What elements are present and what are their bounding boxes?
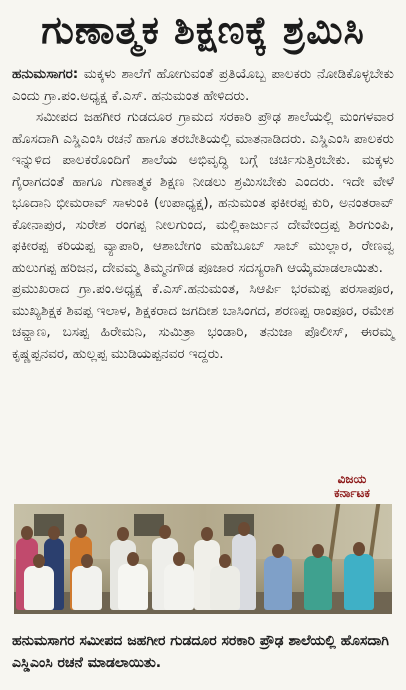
photo-head	[353, 542, 365, 556]
photo-head	[127, 552, 139, 566]
photo-person	[24, 566, 54, 610]
photo-head	[312, 544, 324, 558]
photo-person	[118, 564, 148, 610]
paragraph-1	[12, 64, 394, 107]
photo-head	[117, 527, 129, 541]
article-body	[12, 64, 394, 365]
photo-head	[219, 554, 231, 568]
photo-person	[164, 564, 194, 610]
group-photo	[14, 504, 392, 614]
headline: ಗುಣಾತ್ಮಕ ಶಿಕ್ಷಣಕ್ಕೆ ಶ್ರಮಿಸಿ	[41, 8, 365, 52]
photo-head	[21, 526, 33, 540]
newspaper-logo: ವಿಜಯ ಕರ್ನಾಟಕ	[334, 472, 370, 500]
photo-head	[48, 526, 60, 540]
photo-person	[264, 556, 292, 610]
paragraph-2: ಸಮೀಪದ ಜಹಗೀರ ಗುಡದೂರ ಗ್ರಾಮದ ಸರಕಾರಿ ಪ್ರೌಢ ಶಾಲೆಯಲ್ಲಿ ಮಂಗಳವಾರ ಹೊಸದಾಗಿ ಎಸ್ಡಿಎಂಸಿ ರಚನೆ ಹಾಗೂ ತರಬೇತಿಯಲ್ಲಿ ಮಾತನಾಡಿದರು. ಎಸ್ಡಿಎಂಸಿ ಪಾಲಕರು ಇನ್ನುಳಿದ ಪಾಲಕರೊಂದಿಗೆ ಶಾಲೆಯ ಅಭಿವೃದ್ಧಿ ಬಗ್ಗೆ ಚರ್ಚಿಸುತ್ತಿರಬೇಕು. ಮಕ್ಕಳು ಗೈರಾಗದಂತೆ ಹಾಗೂ ಗುಣಾತ್ಮಕ ಶಿಕ್ಷಣ ನೀಡಲು ಶ್ರಮಿಸಬೇಕು ಎಂದರು. ಇದೇ ವೇಳೆ ಭೂದಾನಿ ಭೀಮರಾವ್ ಸಾಳುಂಕಿ (ಉಪಾಧ್ಯಕ್ಷ), ಹನುಮಂತ ಫಕೀರಪ್ಪ ಕುರಿ, ಅನಂತರಾವ್ ಕೋನಾಪುರ, ಸುರೇಶ ರಂಗಪ್ಪ ನೀಲಗುಂದ, ಮಲ್ಲಿಕಾರ್ಜುನ ದೇವೇಂದ್ರಪ್ಪ ಶಿರಗುಂಪಿ, ಫಕೀರಪ್ಪ ಕರಿಯಪ್ಪ ವ್ಯಾಪಾರಿ, ಆಶಾಬೇಗಂ ಮಹೆಬೂಬ್ ಸಾಬ್ ಮುಲ್ಲಾರ, ರೇಣವ್ವ ಹುಲುಗಪ್ಪ ಹರಿಜನ, ದೇವಮ್ಮ ತಿಮ್ಮನಗೌಡ ಪೂಜಾರ ಸದಸ್ಯರಾಗಿ ಆಯ್ಕೆಮಾಡಲಾಯಿತು.	[12, 109, 394, 276]
photo-head	[238, 522, 250, 536]
paragraph-1-text: ಮಕ್ಕಳು ಶಾಲೆಗೆ ಹೋಗುವಂತೆ ಪ್ರತಿಯೊಬ್ಬ ಪಾಲಕರು ನೋಡಿಕೊಳ್ಳಬೇಕು ಎಂದು ಗ್ರಾ.ಪಂ.ಅಧ್ಯಕ್ಷ ಕೆ.ಎಸ್. ಹನುಮಂತ ಹೇಳಿದರು.	[12, 66, 394, 104]
photo-person	[344, 554, 374, 610]
photo-head	[272, 544, 284, 558]
photo-head	[75, 524, 87, 538]
paragraph-3: ಪ್ರಮುಖರಾದ ಗ್ರಾ.ಪಂ.ಅಧ್ಯಕ್ಷ ಕೆ.ಎಸ್.ಹನುಮಂತ, ಸಿಆರ್ಪಿ ಭರಮಪ್ಪ ಪರಸಾಪೂರ, ಮುಖ್ಯಶಿಕ್ಷಕ ಶಿವಪ್ಪ ಇಲಾಳ, ಶಿಕ್ಷಕರಾದ ಜಗದೀಶ ಬಾಸಿಂಗದ, ಶರಣಪ್ಪ ರಾಂಪೂರ, ರಮೇಶ ಚವ್ಹಾಣ, ಬಸಪ್ಪ ಹಿರೇಮನಿ, ಸುಮಿತ್ರಾ ಭಂಡಾರಿ, ತನುಜಾ ಪೊಲೀಸ್, ಈರಮ್ಮ ಕೃಷ್ಣಪ್ಪನವರ, ಹುಲ್ಲಪ್ಪ ಮುಡಿಯಪ್ಪನವರ ಇದ್ದರು.	[12, 281, 394, 362]
photo-head	[81, 554, 93, 568]
photo-head	[173, 552, 185, 566]
photo-person	[304, 556, 332, 610]
photo-person	[210, 566, 240, 610]
photo-head	[201, 527, 213, 541]
photo-person	[72, 566, 102, 610]
photo-caption: ಹನುಮಸಾಗರ ಸಮೀಪದ ಜಹಗೀರ ಗುಡದೂರ ಸರಕಾರಿ ಪ್ರೌಢ ಶಾಲೆಯಲ್ಲಿ ಹೊಸದಾಗಿ ಎಸ್ಡಿಎಂಸಿ ರಚನೆ ಮಾಡಲಾಯಿತು.	[12, 633, 389, 671]
photo-head	[159, 525, 171, 539]
photo-head	[33, 554, 45, 568]
dateline: ಹನುಮಸಾಗರ:	[12, 66, 79, 82]
